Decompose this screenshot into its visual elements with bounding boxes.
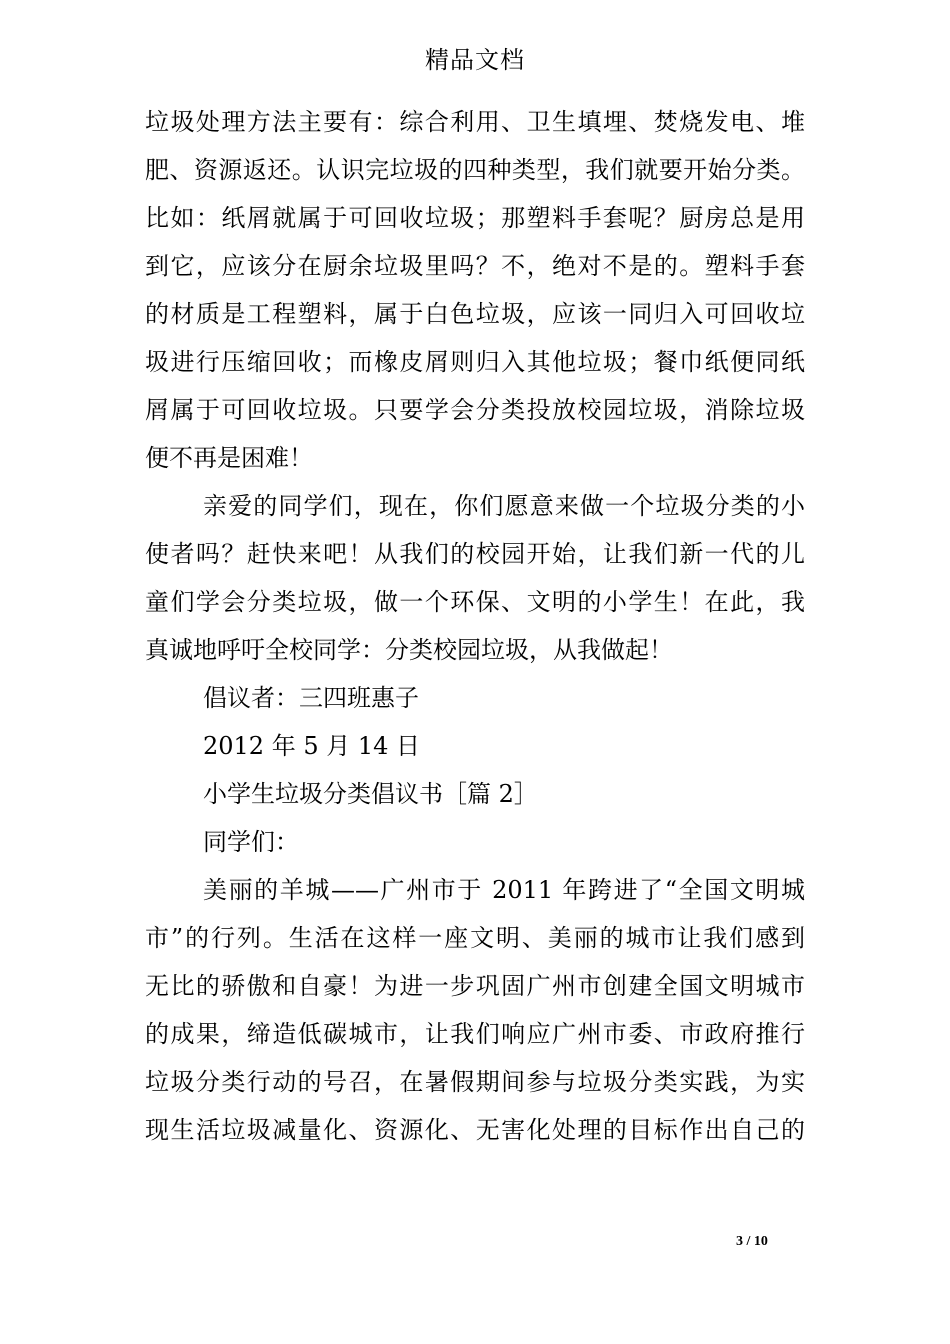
text-line: 的材质是工程塑料，属于白色垃圾，应该一同归入可回收垃 (145, 300, 805, 328)
text-line: 便不再是困难！ (145, 444, 313, 472)
text-line: 圾进行压缩回收；而橡皮屑则归入其他垃圾；餐巾纸便同纸 (145, 348, 805, 376)
text-line: 垃圾处理方法主要有：综合利用、卫生填埋、焚烧发电、堆 (145, 108, 805, 136)
document-body (145, 98, 805, 1154)
text-line: 亲爱的同学们，现在，你们愿意来做一个垃圾分类的小 (203, 492, 805, 520)
text-line: 比如：纸屑就属于可回收垃圾；那塑料手套呢？厨房总是用 (145, 204, 805, 232)
text-line: 2012 年 5 月 14 日 (203, 732, 421, 760)
text-line: 现生活垃圾减量化、资源化、无害化处理的目标作出自己的 (145, 1116, 805, 1144)
text-line: 无比的骄傲和自豪！为进一步巩固广州市创建全国文明城市 (145, 972, 805, 1000)
text-line: 真诚地呼吁全校同学：分类校园垃圾，从我做起！ (145, 636, 673, 664)
text-line: 同学们： (203, 828, 299, 856)
text-line: 市”的行列。生活在这样一座文明、美丽的城市让我们感到 (145, 924, 805, 952)
text-line: 使者吗？赶快来吧！从我们的校园开始，让我们新一代的儿 (145, 540, 805, 568)
page-header-title: 精品文档 (425, 46, 525, 74)
text-line: 屑属于可回收垃圾。只要学会分类投放校园垃圾，消除垃圾 (145, 396, 805, 424)
page-number: 3 / 10 (736, 1234, 768, 1249)
text-line: 小学生垃圾分类倡议书［篇 2］ (203, 780, 538, 808)
text-line: 倡议者：三四班惠子 (203, 684, 419, 712)
text-line: 垃圾分类行动的号召，在暑假期间参与垃圾分类实践，为实 (145, 1068, 805, 1096)
text-line: 美丽的羊城——广州市于 2011 年跨进了“全国文明城 (203, 876, 805, 904)
text-line: 童们学会分类垃圾，做一个环保、文明的小学生！在此，我 (145, 588, 805, 616)
text-line: 的成果，缔造低碳城市，让我们响应广州市委、市政府推行 (145, 1020, 805, 1048)
text-line: 到它，应该分在厨余垃圾里吗？不，绝对不是的。塑料手套 (145, 252, 805, 280)
text-line: 肥、资源返还。认识完垃圾的四种类型，我们就要开始分类。 (145, 156, 805, 184)
